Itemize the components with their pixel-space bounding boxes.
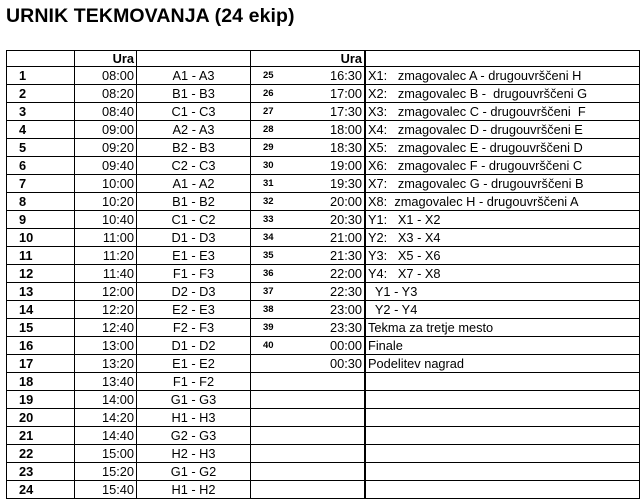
match-number-left: 3	[7, 103, 75, 121]
match-time-right-label: 22:30	[329, 284, 362, 299]
match-time-right	[251, 121, 365, 139]
match-pair-right: X7: zmagovalec G - drugouvrščeni B	[366, 175, 640, 193]
match-number-right: 34	[263, 232, 274, 243]
match-number-left: 21	[7, 427, 75, 445]
match-time-left: 15:20	[75, 463, 137, 481]
match-pair-right: Tekma za tretje mesto	[366, 319, 640, 337]
schedule-row	[7, 445, 640, 463]
match-number-left: 13	[7, 283, 75, 301]
schedule-row	[7, 481, 640, 499]
match-time-left: 11:20	[75, 247, 137, 265]
match-number-right: 29	[263, 142, 274, 153]
match-number-left: 11	[7, 247, 75, 265]
header-num-left	[7, 51, 75, 67]
match-time-right	[251, 139, 365, 157]
match-pair-right: X4: zmagovalec D - drugouvrščeni E	[366, 121, 640, 139]
match-pair-right: X1: zmagovalec A - drugouvrščeni H	[366, 67, 640, 85]
match-time-left: 14:20	[75, 409, 137, 427]
match-time-right	[251, 247, 365, 265]
match-number-right: 30	[263, 160, 274, 171]
match-time-right	[251, 211, 365, 229]
match-pair-left: A2 - A3	[137, 121, 251, 139]
match-pair-right	[366, 481, 640, 499]
schedule-row	[7, 139, 640, 157]
schedule-table	[6, 50, 640, 499]
match-number-left: 6	[7, 157, 75, 175]
match-pair-left: A1 - A2	[137, 175, 251, 193]
match-time-right	[251, 103, 365, 121]
schedule-row	[7, 373, 640, 391]
match-time-left: 15:40	[75, 481, 137, 499]
match-time-right-label: 22:00	[329, 266, 362, 281]
match-time-right-label: 23:30	[329, 320, 362, 335]
schedule-row	[7, 157, 640, 175]
match-time-right	[251, 157, 365, 175]
match-time-right-label: 21:30	[329, 248, 362, 263]
match-pair-left: B2 - B3	[137, 139, 251, 157]
match-time-left: 11:00	[75, 229, 137, 247]
match-pair-right	[366, 391, 640, 409]
header-match-left	[137, 51, 251, 67]
match-time-right	[251, 391, 365, 409]
match-time-left: 12:20	[75, 301, 137, 319]
match-pair-right: X6: zmagovalec F - drugouvrščeni C	[366, 157, 640, 175]
match-number-left: 15	[7, 319, 75, 337]
match-pair-left: B1 - B2	[137, 193, 251, 211]
match-number-left: 2	[7, 85, 75, 103]
schedule-row	[7, 427, 640, 445]
schedule-row	[7, 301, 640, 319]
match-pair-right: Y3: X5 - X6	[366, 247, 640, 265]
match-time-left: 10:40	[75, 211, 137, 229]
match-number-left: 7	[7, 175, 75, 193]
match-pair-right	[366, 373, 640, 391]
match-time-left: 14:40	[75, 427, 137, 445]
match-time-left: 09:00	[75, 121, 137, 139]
header-time-right-label: Ura	[340, 51, 362, 66]
match-number-left: 4	[7, 121, 75, 139]
match-time-right-label: 20:00	[329, 194, 362, 209]
schedule-row	[7, 391, 640, 409]
match-number-left: 20	[7, 409, 75, 427]
match-pair-left: F1 - F2	[137, 373, 251, 391]
match-pair-left: D2 - D3	[137, 283, 251, 301]
match-number-left: 5	[7, 139, 75, 157]
match-time-right-label: 19:30	[329, 176, 362, 191]
schedule-row	[7, 337, 640, 355]
match-time-right-label: 00:00	[329, 338, 362, 353]
match-pair-right: X5: zmagovalec E - drugouvrščeni D	[366, 139, 640, 157]
match-pair-left: F1 - F3	[137, 265, 251, 283]
match-time-right-label: 23:00	[329, 302, 362, 317]
schedule-row	[7, 355, 640, 373]
match-time-right	[251, 463, 365, 481]
match-time-left: 08:20	[75, 85, 137, 103]
match-time-right	[251, 481, 365, 499]
match-time-right	[251, 409, 365, 427]
match-time-left: 08:40	[75, 103, 137, 121]
schedule-row	[7, 211, 640, 229]
schedule-row	[7, 175, 640, 193]
match-time-left: 12:00	[75, 283, 137, 301]
match-pair-right: Y4: X7 - X8	[366, 265, 640, 283]
match-pair-right: Podelitev nagrad	[366, 355, 640, 373]
match-number-right: 31	[263, 178, 274, 189]
schedule-row	[7, 85, 640, 103]
header-time-left: Ura	[75, 51, 137, 67]
match-pair-left: C1 - C3	[137, 103, 251, 121]
match-pair-left: H1 - H3	[137, 409, 251, 427]
match-pair-left: E1 - E3	[137, 247, 251, 265]
match-time-right	[251, 373, 365, 391]
match-time-right	[251, 319, 365, 337]
match-pair-left: D1 - D3	[137, 229, 251, 247]
match-pair-right	[366, 445, 640, 463]
match-number-right: 27	[263, 106, 274, 117]
match-number-left: 14	[7, 301, 75, 319]
match-time-right	[251, 193, 365, 211]
match-time-right	[251, 283, 365, 301]
match-pair-right: Finale	[366, 337, 640, 355]
schedule-row	[7, 229, 640, 247]
match-pair-left: E2 - E3	[137, 301, 251, 319]
match-number-right: 40	[263, 340, 274, 351]
match-time-left: 15:00	[75, 445, 137, 463]
match-time-left: 10:00	[75, 175, 137, 193]
match-number-right: 28	[263, 124, 274, 135]
schedule-row	[7, 283, 640, 301]
match-pair-left: G1 - G2	[137, 463, 251, 481]
match-number-left: 23	[7, 463, 75, 481]
page-title: URNIK TEKMOVANJA (24 ekip)	[6, 5, 295, 27]
match-pair-left: D1 - D2	[137, 337, 251, 355]
match-pair-left: B1 - B3	[137, 85, 251, 103]
match-time-left: 11:40	[75, 265, 137, 283]
match-number-right: 35	[263, 250, 274, 261]
header-row	[7, 51, 640, 67]
match-time-right	[251, 85, 365, 103]
match-pair-right: X3: zmagovalec C - drugouvrščeni F	[366, 103, 640, 121]
match-pair-left: E1 - E2	[137, 355, 251, 373]
schedule-row	[7, 121, 640, 139]
schedule-row	[7, 409, 640, 427]
match-time-right	[251, 427, 365, 445]
header-time-right	[251, 51, 365, 67]
match-number-left: 1	[7, 67, 75, 85]
match-pair-left: G1 - G3	[137, 391, 251, 409]
match-time-right-label: 16:30	[329, 68, 362, 83]
match-number-left: 18	[7, 373, 75, 391]
match-pair-left: F2 - F3	[137, 319, 251, 337]
schedule-row	[7, 463, 640, 481]
match-pair-right: Y2: X3 - X4	[366, 229, 640, 247]
match-number-right: 36	[263, 268, 274, 279]
match-number-right: 25	[263, 70, 274, 81]
match-number-left: 17	[7, 355, 75, 373]
match-time-right	[251, 229, 365, 247]
match-pair-right: X2: zmagovalec B - drugouvrščeni G	[366, 85, 640, 103]
match-time-right	[251, 175, 365, 193]
match-time-right	[251, 337, 365, 355]
match-pair-right	[366, 427, 640, 445]
match-time-left: 13:20	[75, 355, 137, 373]
match-number-left: 8	[7, 193, 75, 211]
match-pair-left: H1 - H2	[137, 481, 251, 499]
match-time-left: 09:20	[75, 139, 137, 157]
schedule-row	[7, 67, 640, 85]
match-time-right	[251, 445, 365, 463]
schedule-row	[7, 193, 640, 211]
match-pair-right: Y2 - Y4	[366, 301, 640, 319]
match-pair-right	[366, 463, 640, 481]
match-number-right: 39	[263, 322, 274, 333]
match-pair-right: Y1 - Y3	[366, 283, 640, 301]
match-time-left: 10:20	[75, 193, 137, 211]
match-pair-right	[366, 409, 640, 427]
match-number-left: 19	[7, 391, 75, 409]
match-time-right	[251, 67, 365, 85]
match-time-left: 14:00	[75, 391, 137, 409]
match-number-left: 22	[7, 445, 75, 463]
match-time-right-label: 17:30	[329, 104, 362, 119]
match-time-right	[251, 301, 365, 319]
match-time-right-label: 20:30	[329, 212, 362, 227]
match-time-right-label: 18:30	[329, 140, 362, 155]
match-time-right-label: 00:30	[329, 356, 362, 371]
match-time-left: 13:00	[75, 337, 137, 355]
schedule-body	[7, 51, 640, 499]
schedule-row	[7, 247, 640, 265]
header-match-right	[366, 51, 640, 67]
match-pair-left: C2 - C3	[137, 157, 251, 175]
match-number-right: 33	[263, 214, 274, 225]
match-time-left: 13:40	[75, 373, 137, 391]
match-number-left: 12	[7, 265, 75, 283]
match-number-left: 24	[7, 481, 75, 499]
schedule-row	[7, 103, 640, 121]
match-time-left: 12:40	[75, 319, 137, 337]
match-number-left: 16	[7, 337, 75, 355]
match-pair-right: Y1: X1 - X2	[366, 211, 640, 229]
match-time-right-label: 19:00	[329, 158, 362, 173]
match-time-left: 09:40	[75, 157, 137, 175]
match-number-left: 10	[7, 229, 75, 247]
schedule-row	[7, 319, 640, 337]
match-pair-right: X8: zmagovalec H - drugouvrščeni A	[366, 193, 640, 211]
match-time-right-label: 17:00	[329, 86, 362, 101]
match-number-right: 32	[263, 196, 274, 207]
match-pair-left: G2 - G3	[137, 427, 251, 445]
match-number-left: 9	[7, 211, 75, 229]
schedule-row	[7, 265, 640, 283]
match-pair-left: A1 - A3	[137, 67, 251, 85]
match-pair-left: C1 - C2	[137, 211, 251, 229]
match-time-left: 08:00	[75, 67, 137, 85]
match-number-right: 26	[263, 88, 274, 99]
match-time-right	[251, 355, 365, 373]
match-number-right: 38	[263, 304, 274, 315]
match-pair-left: H2 - H3	[137, 445, 251, 463]
match-time-right	[251, 265, 365, 283]
match-time-right-label: 18:00	[329, 122, 362, 137]
match-number-right: 37	[263, 286, 274, 297]
match-time-right-label: 21:00	[329, 230, 362, 245]
